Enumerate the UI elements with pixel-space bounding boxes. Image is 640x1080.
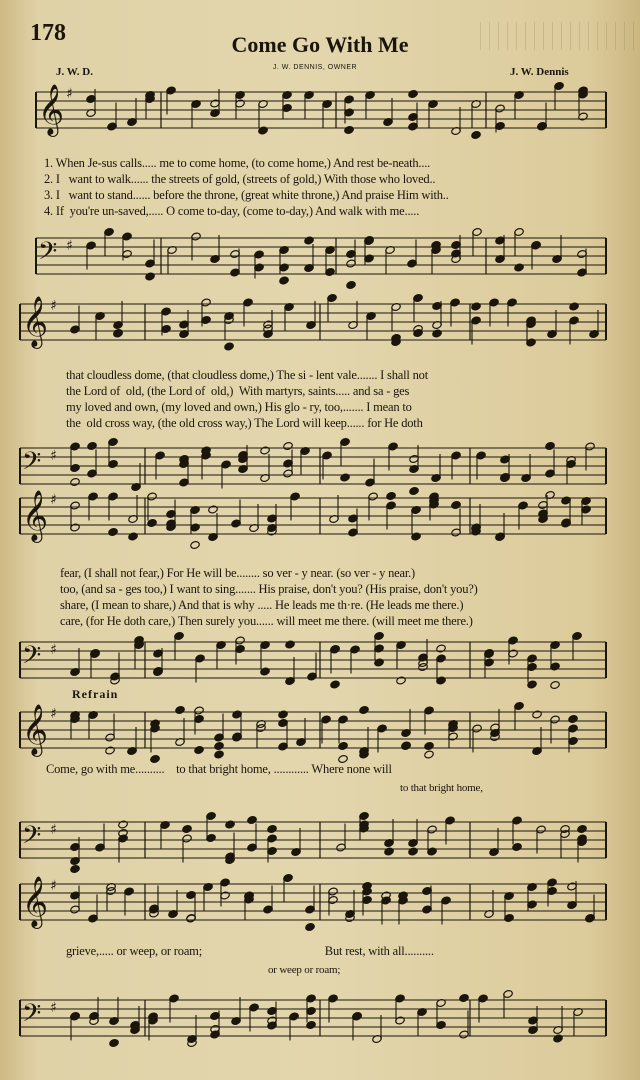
note-head — [424, 750, 434, 759]
note-head — [70, 477, 80, 486]
bass-clef-icon: 𝄢 — [22, 447, 42, 482]
note-head — [194, 745, 204, 754]
note-head — [279, 276, 289, 285]
note-head — [436, 644, 446, 653]
note-head — [424, 741, 434, 750]
note-head — [175, 705, 185, 714]
lyric-verse1-line2: that cloudless dome, (that cloudless dome,) The si - lent vale....... I shall not — [66, 368, 428, 382]
refrain-label: Refrain — [72, 687, 119, 701]
note-head — [384, 847, 394, 856]
note-head — [553, 1034, 563, 1043]
note-head — [224, 342, 234, 351]
words-credit: J. W. D. — [56, 66, 93, 78]
bass-clef-icon: 𝄢 — [38, 237, 58, 272]
note-head — [532, 710, 542, 719]
note-head — [330, 680, 340, 689]
lyric-verse2-line1: 2. I want to walk...... the streets of gold, (streets of gold,) With those who loved.. — [44, 172, 436, 186]
sharp-icon: ♯ — [50, 298, 57, 314]
note-head — [260, 446, 270, 455]
note-head — [408, 89, 418, 98]
note-head — [190, 540, 200, 549]
bass-clef-icon: 𝄢 — [22, 821, 42, 856]
note-head — [305, 922, 315, 931]
lyric-verse4-line3: care, (for He doth care,) Then surely you...... will meet me there. (will meet me there.) — [60, 614, 473, 628]
sharp-icon: ♯ — [66, 86, 73, 102]
sharp-icon: ♯ — [50, 492, 57, 508]
music-credit: J. W. Dennis — [510, 66, 569, 78]
treble-staff-1 — [0, 82, 640, 152]
sharp-icon: ♯ — [50, 642, 57, 658]
treble-staff-2 — [0, 294, 640, 364]
note-head — [396, 676, 406, 685]
bass-staff-4 — [0, 812, 640, 882]
note-head — [451, 500, 461, 509]
note-head — [118, 820, 128, 829]
note-head — [208, 505, 218, 514]
lyric-verse2-line2: the Lord of old, (the Lord of old,) With martyrs, saints..... and sa - ges — [66, 384, 410, 398]
note-head — [145, 272, 155, 281]
sharp-icon: ♯ — [66, 238, 73, 254]
note-head — [108, 527, 118, 536]
hymn-title: Come Go With Me — [231, 32, 409, 57]
treble-staff-3 — [0, 488, 640, 558]
sharp-icon: ♯ — [50, 822, 57, 838]
note-head — [105, 746, 115, 755]
note-head — [214, 741, 224, 750]
lyric-verse4-line2: the old cross way, (the old cross way,) The Lord will keep...... for He doth — [66, 416, 423, 430]
note-head — [70, 864, 80, 873]
note-head — [285, 640, 295, 649]
note-head — [569, 302, 579, 311]
lyric-refrain-1-bass: to that bright home, — [400, 782, 483, 794]
treble-clef-icon: 𝄞 — [22, 704, 49, 755]
note-head — [459, 993, 469, 1002]
bass-staff-1 — [0, 228, 640, 298]
note-head — [550, 680, 560, 689]
note-head — [545, 441, 555, 450]
treble-clef-icon: 𝄞 — [22, 296, 49, 347]
bass-clef-icon: 𝄢 — [22, 641, 42, 676]
note-head — [432, 329, 442, 338]
page-number: 178 — [30, 20, 66, 46]
note-head — [577, 824, 587, 833]
note-head — [109, 1038, 119, 1047]
note-head — [340, 473, 350, 482]
note-head — [225, 820, 235, 829]
lyric-verse3-line3: share, (I mean to share,) And that is why ..... He leads me th·re. (He leads me there.) — [60, 598, 464, 612]
note-head — [471, 130, 481, 139]
note-head — [267, 824, 277, 833]
lyric-verse1-line1: 1. When Je-sus calls..... me to come home, (to come home,) And rest be-neath.... — [44, 156, 431, 170]
bass-clef-icon: 𝄢 — [22, 999, 42, 1034]
treble-clef-icon: 𝄞 — [22, 876, 49, 927]
sharp-icon: ♯ — [50, 878, 57, 894]
note-head — [283, 441, 293, 450]
sharp-icon: ♯ — [50, 448, 57, 464]
note-head — [408, 847, 418, 856]
note-head — [128, 532, 138, 541]
lyric-verse2-line3: too, (and sa - ges too,) I want to sing....... His praise, don't you? (His praise, don't you?) — [60, 582, 478, 596]
lyric-verse3-line1: 3. I want to stand...... before the throne, (great white throne,) And praise Him with.. — [44, 188, 449, 202]
note-head — [346, 280, 356, 289]
owner-credit: J. W. DENNIS, OWNER — [272, 64, 358, 71]
note-head — [247, 815, 257, 824]
note-head — [471, 302, 481, 311]
bass-staff-5 — [0, 990, 640, 1060]
note-head — [214, 750, 224, 759]
lyric-verse4-line1: 4. If you're un-saved,..... O come to-day, (come to-day,) And walk with me..... — [44, 204, 420, 218]
note-head — [304, 236, 314, 245]
treble-clef-icon: 𝄞 — [38, 84, 65, 135]
note-head — [182, 824, 192, 833]
note-head — [359, 705, 369, 714]
lyric-refrain-2-bass: or weep or roam; — [268, 964, 341, 976]
sharp-icon: ♯ — [50, 1000, 57, 1016]
note-head — [344, 125, 354, 134]
lyric-verse3-line2: my loved and own, (my loved and own,) His glo - ry, too,....... I mean to — [66, 400, 412, 414]
lyric-refrain-1: Come, go with me.......... to that bright home, ............ Where none will — [46, 762, 392, 776]
note-head — [87, 441, 97, 450]
note-head — [514, 263, 524, 272]
lyric-refrain-2: grieve,..... or weep, or roam; But rest, with all.......... — [66, 944, 434, 958]
note-head — [386, 491, 396, 500]
treble-staff-5 — [0, 874, 640, 944]
treble-clef-icon: 𝄞 — [22, 490, 49, 541]
note-head — [568, 714, 578, 723]
lyric-verse1-line3: fear, (I shall not fear,) For He will be........ so ver - y near. (so ver - y near.) — [60, 566, 415, 580]
note-head — [278, 710, 288, 719]
sharp-icon: ♯ — [50, 706, 57, 722]
